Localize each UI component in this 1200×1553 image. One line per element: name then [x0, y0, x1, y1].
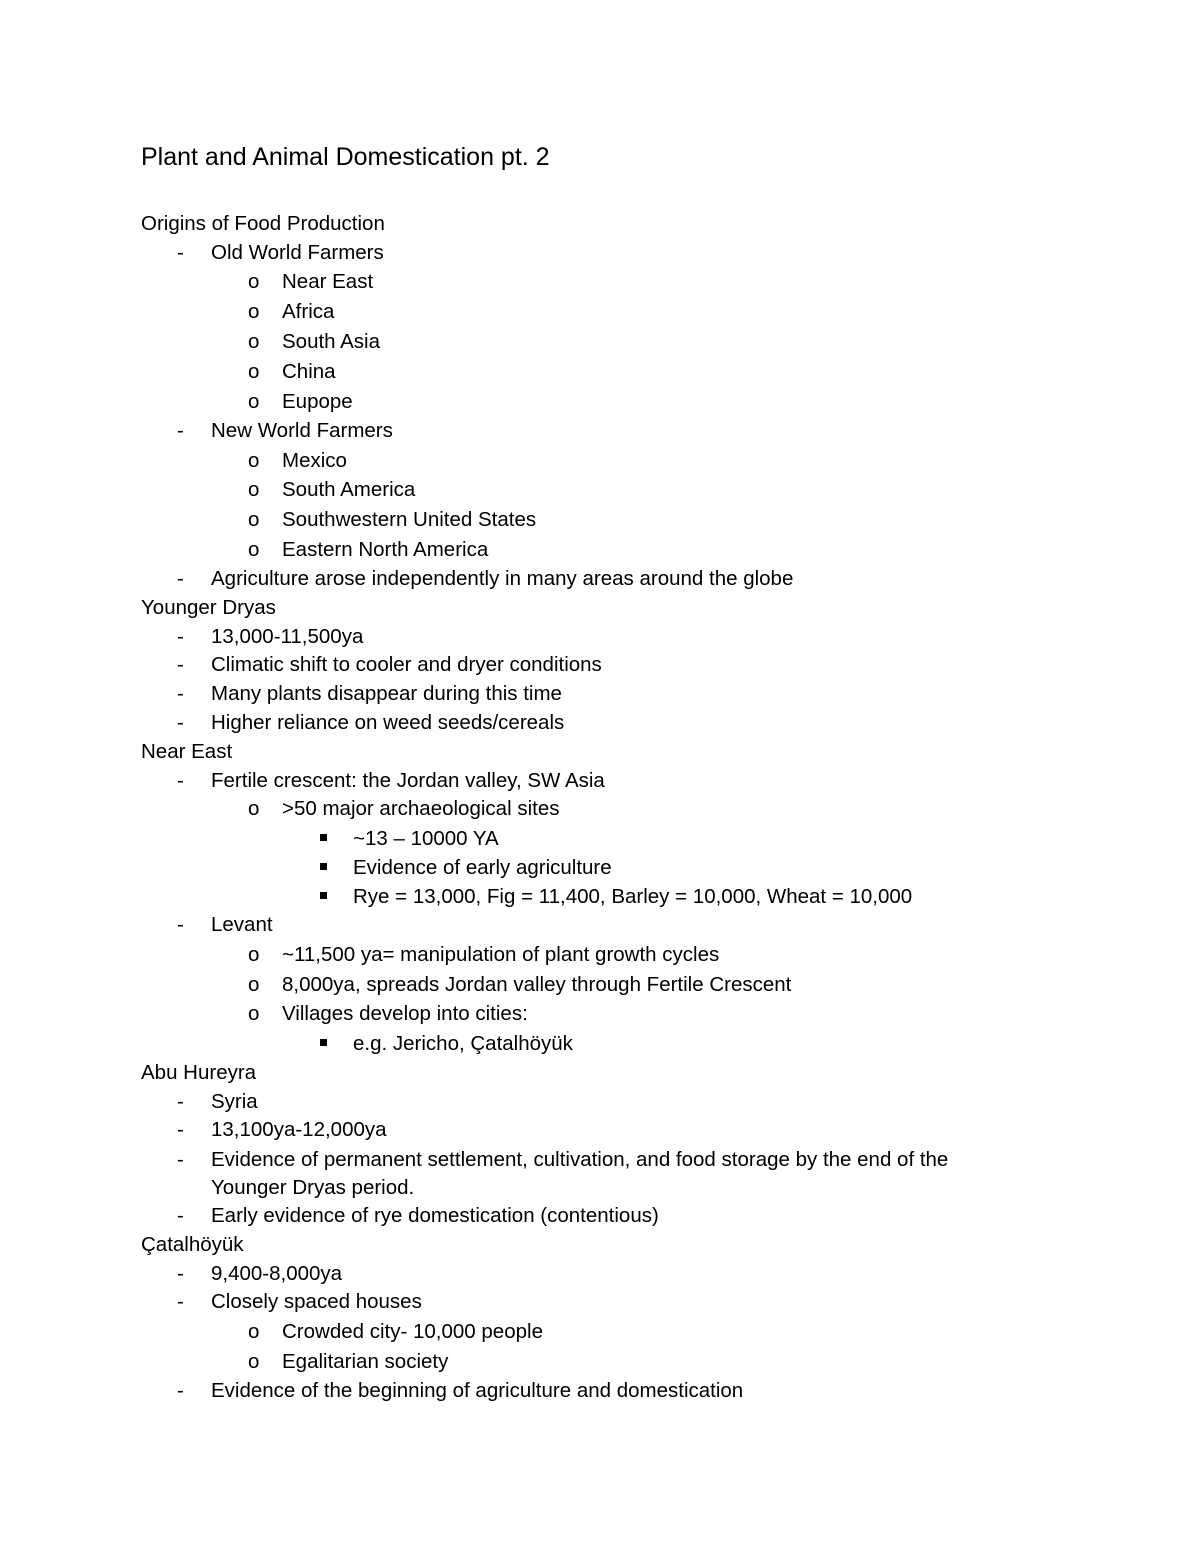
list-item: South Asia — [282, 330, 381, 353]
circle-bullet: o — [248, 508, 260, 531]
list-item: e.g. Jericho, Çatalhöyük — [353, 1032, 573, 1055]
dash-bullet: - — [177, 653, 184, 676]
list-item: Climatic shift to cooler and dryer conditions — [211, 653, 602, 676]
circle-bullet: o — [248, 538, 260, 561]
list-item: South America — [282, 478, 416, 501]
list-item: Levant — [211, 913, 273, 936]
list-item: 8,000ya, spreads Jordan valley through Fertile Crescent — [282, 973, 792, 996]
list-item: Egalitarian society — [282, 1350, 449, 1373]
circle-bullet: o — [248, 360, 260, 383]
circle-bullet: o — [248, 1002, 260, 1025]
circle-bullet: o — [248, 449, 260, 472]
list-item: 9,400-8,000ya — [211, 1262, 343, 1285]
dash-bullet: - — [177, 241, 184, 264]
list-item: Eastern North America — [282, 538, 489, 561]
list-item: ~11,500 ya= manipulation of plant growth cycles — [282, 943, 720, 966]
section-heading: Origins of Food Production — [141, 212, 385, 235]
page-title: Plant and Animal Domestication pt. 2 — [141, 143, 550, 171]
square-bullet — [320, 1039, 327, 1046]
dash-bullet: - — [177, 1290, 184, 1313]
list-item: Villages develop into cities: — [282, 1002, 528, 1025]
circle-bullet: o — [248, 943, 260, 966]
section-heading: Çatalhöyük — [141, 1233, 244, 1256]
list-item: Mexico — [282, 449, 347, 472]
section-heading: Younger Dryas — [141, 596, 276, 619]
list-item: Eupope — [282, 390, 353, 413]
circle-bullet: o — [248, 478, 260, 501]
list-item: Evidence of the beginning of agriculture and domestication — [211, 1379, 744, 1402]
list-item-continuation: Younger Dryas period. — [211, 1176, 415, 1199]
circle-bullet: o — [248, 973, 260, 996]
list-item: >50 major archaeological sites — [282, 797, 560, 820]
list-item: China — [282, 360, 336, 383]
section-heading: Abu Hureyra — [141, 1061, 257, 1084]
list-item: Old World Farmers — [211, 241, 384, 264]
dash-bullet: - — [177, 1090, 184, 1113]
list-item: Higher reliance on weed seeds/cereals — [211, 711, 565, 734]
list-item: Many plants disappear during this time — [211, 682, 562, 705]
dash-bullet: - — [177, 769, 184, 792]
list-item: Evidence of early agriculture — [353, 856, 612, 879]
square-bullet — [320, 892, 327, 899]
section-heading: Near East — [141, 740, 233, 763]
circle-bullet: o — [248, 1350, 260, 1373]
dash-bullet: - — [177, 1204, 184, 1227]
dash-bullet: - — [177, 1262, 184, 1285]
list-item: Fertile crescent: the Jordan valley, SW Asia — [211, 769, 605, 792]
dash-bullet: - — [177, 419, 184, 442]
list-item: ~13 – 10000 YA — [353, 827, 499, 850]
list-item: Southwestern United States — [282, 508, 537, 531]
list-item: Rye = 13,000, Fig = 11,400, Barley = 10,000, Wheat = 10,000 — [353, 885, 913, 908]
dash-bullet: - — [177, 1379, 184, 1402]
dash-bullet: - — [177, 625, 184, 648]
list-item: New World Farmers — [211, 419, 393, 442]
circle-bullet: o — [248, 270, 260, 293]
dash-bullet: - — [177, 913, 184, 936]
list-item: Early evidence of rye domestication (contentious) — [211, 1204, 659, 1227]
square-bullet — [320, 863, 327, 870]
list-item: Closely spaced houses — [211, 1290, 422, 1313]
dash-bullet: - — [177, 1148, 184, 1171]
dash-bullet: - — [177, 682, 184, 705]
list-item: 13,000-11,500ya — [211, 625, 364, 648]
list-item: Crowded city- 10,000 people — [282, 1320, 543, 1343]
circle-bullet: o — [248, 797, 260, 820]
square-bullet — [320, 834, 327, 841]
dash-bullet: - — [177, 711, 184, 734]
circle-bullet: o — [248, 330, 260, 353]
circle-bullet: o — [248, 1320, 260, 1343]
circle-bullet: o — [248, 390, 260, 413]
list-item: Africa — [282, 300, 335, 323]
list-item: 13,100ya-12,000ya — [211, 1118, 387, 1141]
list-item: Near East — [282, 270, 374, 293]
circle-bullet: o — [248, 300, 260, 323]
list-item: Agriculture arose independently in many areas around the globe — [211, 567, 794, 590]
dash-bullet: - — [177, 1118, 184, 1141]
list-item: Evidence of permanent settlement, cultivation, and food storage by the end of the — [211, 1148, 949, 1171]
list-item: Syria — [211, 1090, 258, 1113]
dash-bullet: - — [177, 567, 184, 590]
